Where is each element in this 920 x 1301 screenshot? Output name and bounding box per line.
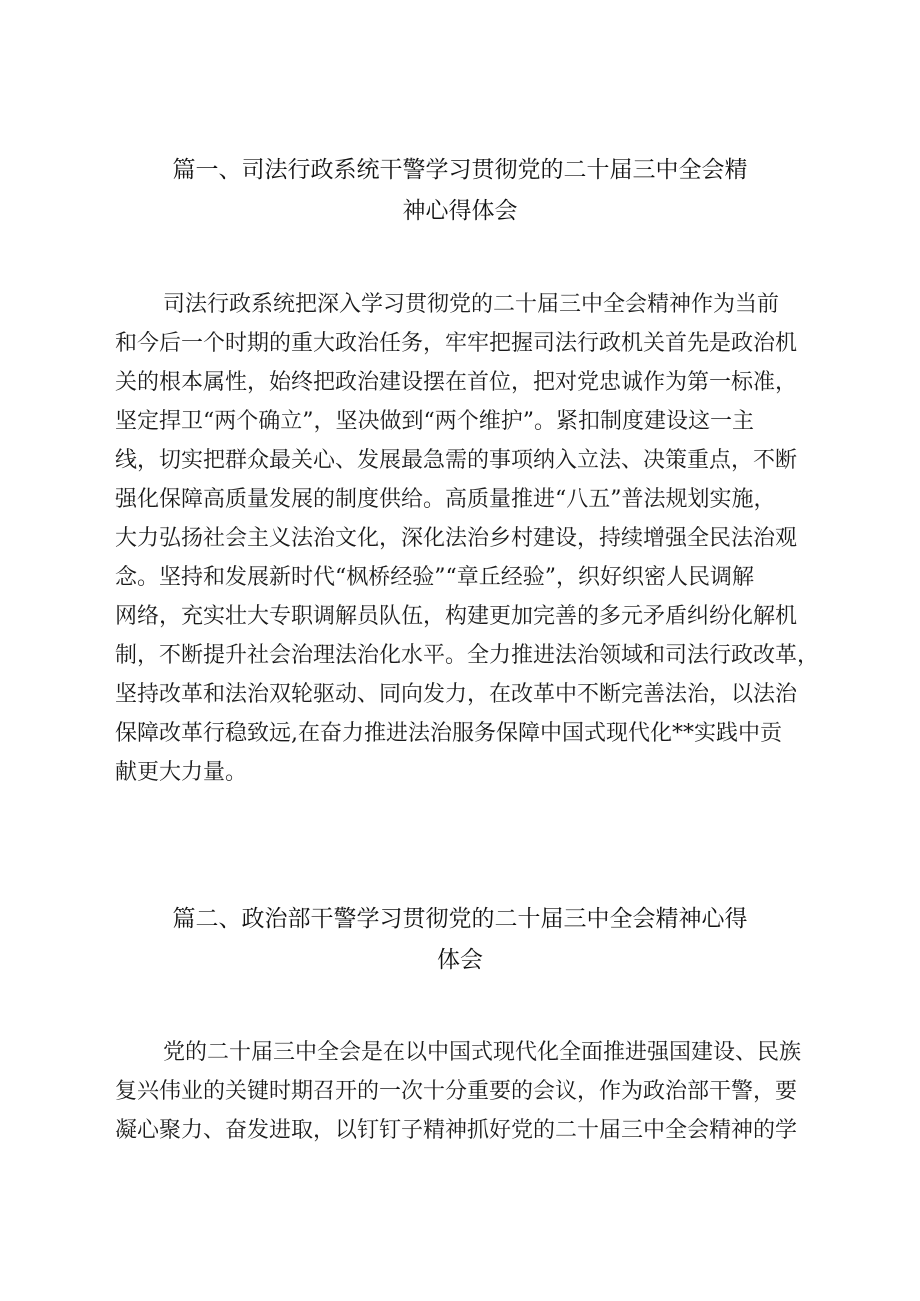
paragraph-line: 凝心聚力、奋发进取，以钉钉子精神抓好党的二十届三中全会精神的学	[115, 1118, 798, 1143]
section-2-heading	[100, 899, 820, 981]
paragraph-line: 党的二十届三中全会是在以中国式现代化全面推进强国建设、民族	[163, 1040, 802, 1065]
paragraph-line: 献更大力量。	[115, 760, 248, 785]
paragraph-line: 坚定捍卫“两个确立”，坚决做到“两个维护”。紧扣制度建设这一主	[115, 409, 754, 434]
section-1-heading-line: 神心得体会	[402, 198, 518, 224]
paragraph-line: 制，不断提升社会治理法治化水平。全力推进法治领域和司法行政改革，	[115, 643, 820, 668]
paragraph-line: 强化保障高质量发展的制度供给。高质量推进“八五”普法规划实施，	[115, 487, 776, 512]
paragraph-line: 司法行政系统把深入学习贯彻党的二十届三中全会精神作为当前	[163, 292, 780, 317]
paragraph-line: 和今后一个时期的重大政治任务，牢牢把握司法行政机关首先是政治机	[115, 331, 798, 356]
paragraph-line: 坚持改革和法治双轮驱动、同向发力，在改革中不断完善法治，以法治	[115, 682, 798, 707]
section-1-heading	[100, 150, 820, 232]
paragraph-line: 大力弘扬社会主义法治文化，深化法治乡村建设，持续增强全民法治观	[115, 526, 798, 551]
paragraph-line: 复兴伟业的关键时期召开的一次十分重要的会议，作为政治部干警，要	[115, 1079, 798, 1104]
section-2-heading-line: 体会	[437, 947, 483, 973]
section-2-paragraph	[115, 1033, 835, 1150]
paragraph-line: 关的根本属性，始终把政治建设摆在首位，把对党忠诚作为第一标准，	[115, 370, 798, 395]
section-1-heading-line: 篇一、司法行政系统干警学习贯彻党的二十届三中全会精	[172, 157, 748, 183]
paragraph-line: 网络，充实壮大专职调解员队伍，构建更加完善的多元矛盾纠纷化解机	[115, 604, 798, 629]
paragraph-line: 线，切实把群众最关心、发展最急需的事项纳入立法、决策重点，不断	[115, 448, 798, 473]
section-2-heading-line: 篇二、政治部干警学习贯彻党的二十届三中全会精神心得	[172, 906, 748, 932]
section-1-paragraph	[115, 285, 835, 792]
paragraph-line: 保障改革行稳致远,在奋力推进法治服务保障中国式现代化**实践中贡	[115, 721, 782, 746]
paragraph-line: 念。坚持和发展新时代“枫桥经验”“章丘经验”，织好织密人民调解	[115, 565, 754, 590]
